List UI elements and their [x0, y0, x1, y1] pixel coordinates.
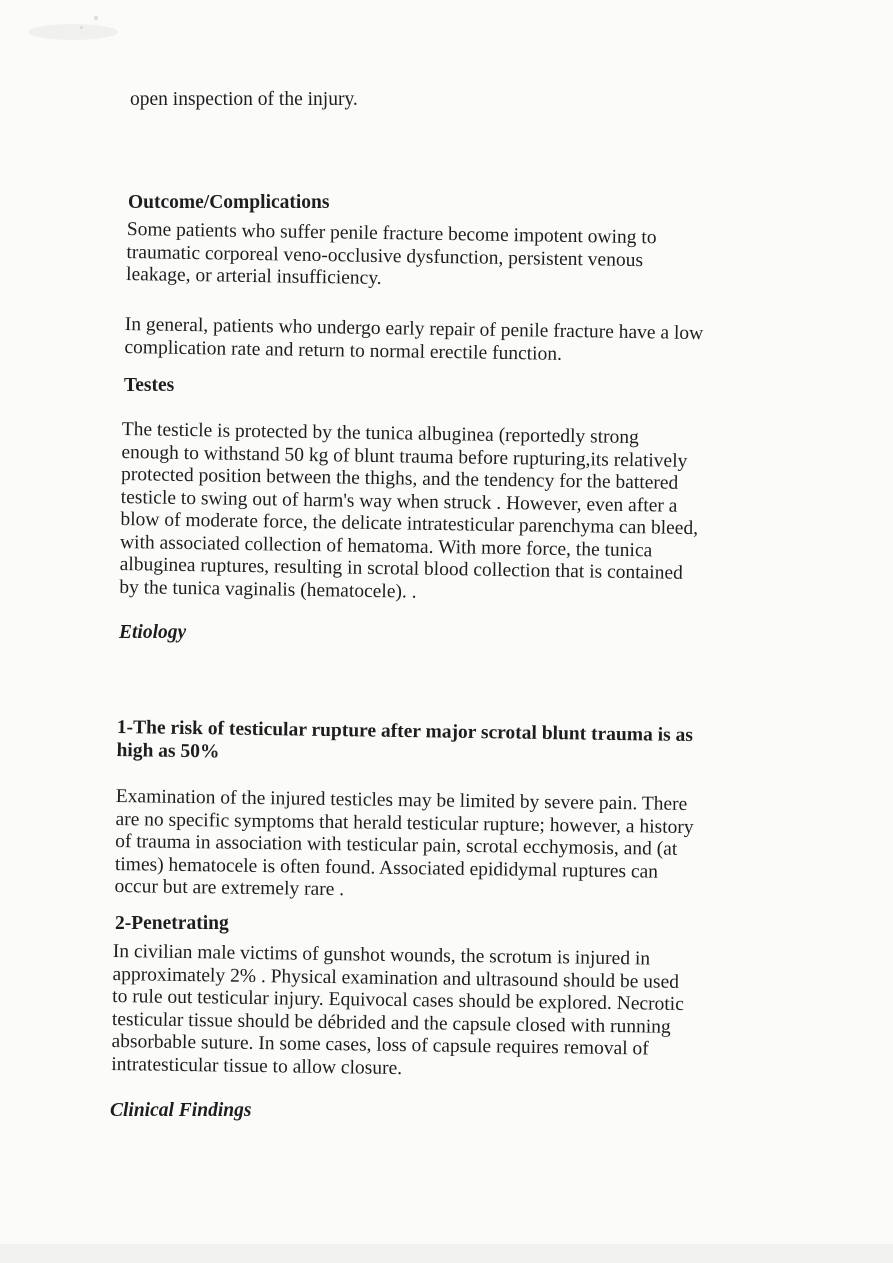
etiology-heading: Etiology [119, 622, 187, 643]
text-line: by the tunica vaginalis (hematocele). . [119, 576, 417, 603]
text-line: to rule out testicular injury. Equivocal cases should be explored. Necrotic [112, 985, 684, 1015]
text-line: with associated collection of hematoma. With more force, the tunica [119, 531, 653, 561]
risk-heading [116, 717, 693, 770]
text-line: leakage, or arterial insufficiency. [125, 263, 382, 290]
text-line: The testicle is protected by the tunica albuginea (reportedly strong [121, 419, 640, 449]
penetrating-heading: 2-Penetrating [115, 913, 229, 934]
text-line: testicular tissue should be débrided and the capsule closed with running [111, 1008, 671, 1038]
text-line: enough to withstand 50 kg of blunt trauma before rupturing,its relatively [121, 441, 688, 472]
text-line: intratesticular tissue to allow closure. [111, 1053, 403, 1079]
text-line: Some patients who suffer penile fracture become impotent owing to [126, 219, 657, 249]
text-line: albuginea ruptures, resulting in scrotal blood collection that is contained [119, 553, 683, 584]
text-line: complication rate and return to normal erectile function. [124, 336, 563, 365]
text-line: testicle to swing out of harm's way when struck . However, even after a [120, 486, 678, 517]
text-line: times) hematocele is often found. Associated epididymal ruptures can [114, 853, 659, 883]
text-line: In general, patients who undergo early repair of penile fracture have a low [124, 314, 704, 345]
intro-line: open inspection of the injury. [130, 89, 358, 110]
scan-speck [28, 24, 118, 40]
text-line: In civilian male victims of gunshot wounds, the scrotum is injured in [112, 941, 651, 970]
scan-bottom-edge [0, 1244, 893, 1263]
testes-heading: Testes [124, 375, 175, 396]
text-line: 1-The risk of testicular rupture after major scrotal blunt trauma is as [116, 717, 694, 747]
testes-paragraph [119, 419, 699, 608]
outcome-paragraph-1 [126, 219, 657, 295]
text-line: are no specific symptoms that herald testicular rupture; however, a history [115, 808, 694, 838]
text-line: traumatic corporeal veno-occlusive dysfunction, persistent venous [126, 241, 644, 271]
scan-speck [94, 16, 98, 20]
outcome-heading: Outcome/Complications [128, 192, 330, 213]
outcome-paragraph-2 [124, 314, 703, 368]
text-line: protected position between the thighs, and the tendency for the battered [120, 463, 679, 494]
text-line: of trauma in association with testicular pain, scrotal ecchymosis, and (at [115, 830, 678, 860]
clinical-findings-heading: Clinical Findings [110, 1100, 252, 1121]
text-line: absorbable suture. In some cases, loss of capsule requires removal of [111, 1030, 649, 1060]
scan-speck [80, 26, 83, 29]
text-line: high as 50% [116, 739, 220, 762]
risk-paragraph [114, 786, 694, 907]
text-line: occur but are extremely rare . [114, 875, 345, 901]
text-line: approximately 2% . Physical examination and ultrasound should be used [112, 963, 680, 993]
penetrating-paragraph [111, 941, 684, 1084]
text-line: blow of moderate force, the delicate intratesticular parenchyma can bleed, [120, 508, 699, 540]
text-line: Examination of the injured testicles may be limited by severe pain. There [115, 786, 688, 815]
